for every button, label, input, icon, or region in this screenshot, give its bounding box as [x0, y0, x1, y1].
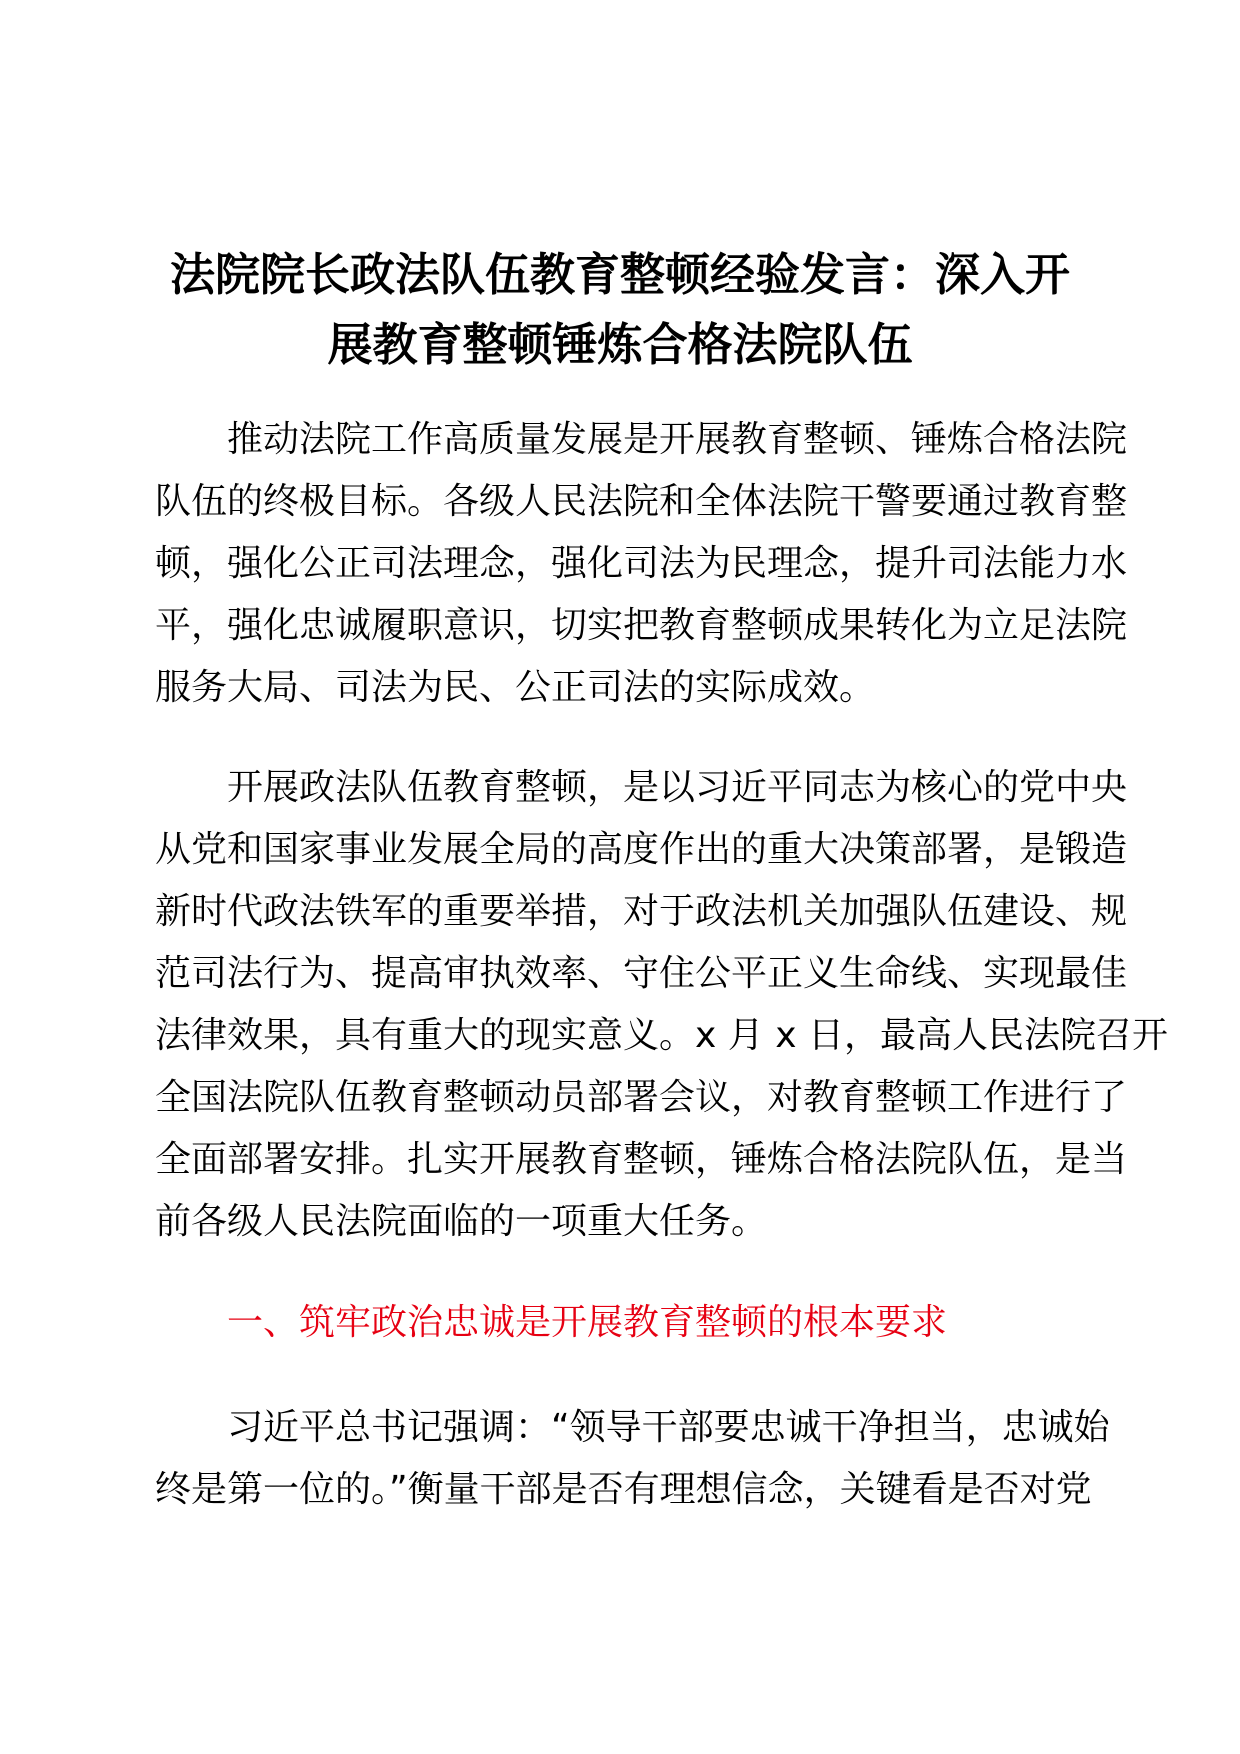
paragraph-line: 终是第一位的。”衡量干部是否有理想信念，关键看是否对党	[155, 1469, 1092, 1510]
paragraph-line: 全国法院队伍教育整顿动员部署会议，对教育整顿工作进行了	[155, 1077, 1128, 1118]
paragraph-line: 队伍的终极目标。各级人民法院和全体法院干警要通过教育整	[155, 481, 1128, 522]
paragraph-intro	[155, 409, 1128, 719]
paragraph-line: 平，强化忠诚履职意识，切实把教育整顿成果转化为立足法院	[155, 605, 1128, 646]
section-heading-text: 一、筑牢政治忠诚是开展教育整顿的根本要求	[155, 1302, 948, 1343]
paragraph-line: 服务大局、司法为民、公正司法的实际成效。	[155, 667, 876, 708]
paragraph-line: 顿，强化公正司法理念，强化司法为民理念，提升司法能力水	[155, 543, 1128, 584]
paragraph-line: 从党和国家事业发展全局的高度作出的重大决策部署，是锻造	[155, 829, 1128, 870]
paragraph-line: 全面部署安排。扎实开展教育整顿，锤炼合格法院队伍，是当	[155, 1139, 1128, 1180]
paragraph-line: 法律效果，具有重大的现实意义。x 月 x 日，最高人民法院召开	[155, 1015, 1168, 1056]
paragraph-line: 开展政法队伍教育整顿，是以习近平同志为核心的党中央	[155, 767, 1128, 808]
paragraph-background	[155, 757, 1168, 1253]
paragraph-section-one	[155, 1397, 1110, 1521]
title-line: 展教育整顿锤炼合格法院队伍	[327, 318, 913, 371]
paragraph-line: 推动法院工作高质量发展是开展教育整顿、锤炼合格法院	[155, 419, 1128, 460]
paragraph-line: 前各级人民法院面临的一项重大任务。	[155, 1201, 768, 1242]
document-title	[150, 240, 1090, 380]
paragraph-line: 新时代政法铁军的重要举措，对于政法机关加强队伍建设、规	[155, 891, 1128, 932]
section-heading	[155, 1292, 1086, 1354]
title-line: 法院院长政法队伍教育整顿经验发言：深入开	[169, 248, 1070, 301]
paragraph-line: 习近平总书记强调：“领导干部要忠诚干净担当，忠诚始	[155, 1407, 1110, 1448]
paragraph-line: 范司法行为、提高审执效率、守住公平正义生命线、实现最佳	[155, 953, 1128, 994]
